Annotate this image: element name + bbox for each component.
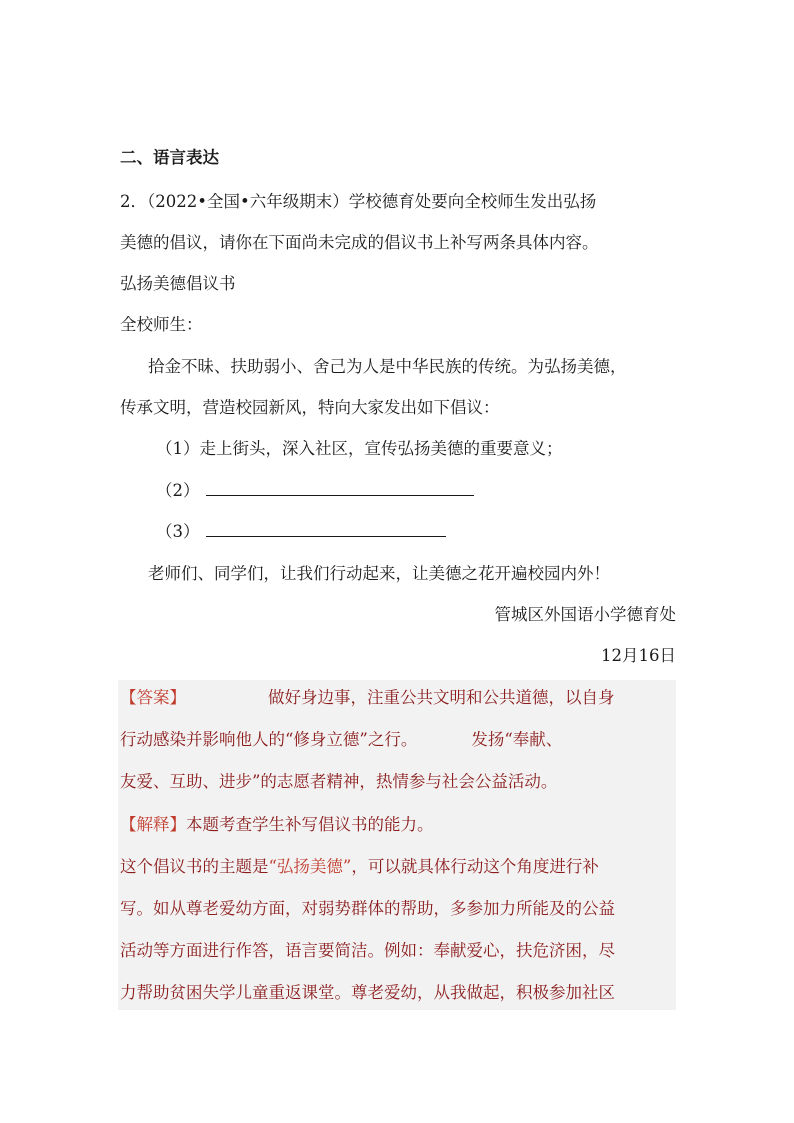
letter-item-2 xyxy=(156,479,716,503)
explanation-line-3: 写。如从尊老爱幼方面，对弱势群体的帮助，多参加力所能及的公益 xyxy=(120,899,615,918)
answer-line-3: 友爱、互助、进步”的志愿者精神，热情参与社会公益活动。 xyxy=(120,772,558,791)
letter-item-1: （1）走上街头，深入社区，宣传弘扬美德的重要意义； xyxy=(156,439,563,458)
explanation-line-4: 活动等方面进行作答，语言要简洁。例如：奉献爱心，扶危济困，尽 xyxy=(120,941,615,960)
item-2-label: （2） xyxy=(156,481,200,500)
explanation-line-1 xyxy=(120,813,680,837)
answer-line-2 xyxy=(120,728,680,752)
explanation-line-5: 力帮助贫困失学儿童重返课堂。尊老爱幼，从我做起，积极参加社区 xyxy=(120,983,615,1002)
question-line-2: 美德的倡议，请你在下面尚未完成的倡议书上补写两条具体内容。 xyxy=(120,233,599,252)
explanation-text-1: 本题考查学生补写倡议书的能力。 xyxy=(186,815,434,834)
letter-signature: 管城区外国语小学德育处 xyxy=(494,605,676,624)
question-line-1: 2．（2022•全国•六年级期末）学校德育处要向全校师生发出弘扬 xyxy=(120,192,597,211)
letter-closing: 老师们、同学们，让我们行动起来，让美德之花开遍校园内外！ xyxy=(148,564,610,583)
item-2-blank-line[interactable] xyxy=(206,479,474,496)
explanation-tag: 【解释】 xyxy=(120,815,186,834)
letter-salutation: 全校师生： xyxy=(120,315,203,334)
explanation-text-2b: ，可以就具体行动这个角度进行补 xyxy=(351,857,599,876)
answer-text-1: 做好身边事，注重公共文明和公共道德，以自身 xyxy=(268,688,615,707)
answer-tag: 【答案】 xyxy=(120,688,186,707)
item-3-blank-line[interactable] xyxy=(206,520,446,537)
letter-title: 弘扬美德倡议书 xyxy=(120,274,236,293)
letter-item-3 xyxy=(156,520,716,544)
letter-body-line-2: 传承文明，营造校园新风，特向大家发出如下倡议： xyxy=(120,398,500,417)
explanation-highlight: “弘扬美德” xyxy=(268,857,352,876)
answer-line-1 xyxy=(120,686,680,710)
explanation-text-2a: 这个倡议书的主题是 xyxy=(120,857,269,876)
answer-text-2b: 发扬“奉献、 xyxy=(471,730,563,749)
answer-text-2a: 行动感染并影响他人的“修身立德”之行。 xyxy=(120,730,418,749)
item-3-label: （3） xyxy=(156,522,200,541)
letter-date: 12月16日 xyxy=(601,646,676,665)
section-title: 二、语言表达 xyxy=(120,148,219,167)
explanation-line-2 xyxy=(120,855,680,879)
letter-body-line-1: 拾金不昧、扶助弱小、舍己为人是中华民族的传统。为弘扬美德， xyxy=(148,357,627,376)
